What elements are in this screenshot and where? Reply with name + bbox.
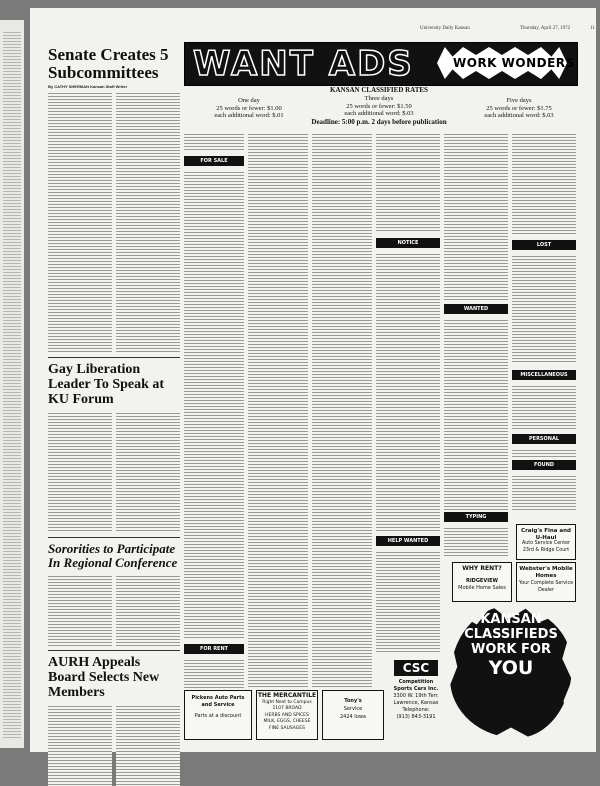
csc-logo: CSC [394,660,438,676]
section-for-sale: FOR SALE [184,156,244,166]
ads-column [184,132,244,742]
section-notice: NOTICE [376,238,440,248]
issue-date: Thursday, April 27, 1972 [520,26,571,31]
section-help-wanted: HELP WANTED [376,536,440,546]
pickens-ad: Pickens Auto Parts and Service Parts at a discount [184,690,252,740]
section-for-rent: FOR RENT [184,644,244,654]
ads-column [248,132,308,742]
section-personal: PERSONAL [512,434,576,444]
websters-ad: Webster's Mobile Homes Your Complete Service Dealer [516,562,576,602]
classified-rates [184,87,576,129]
story-byline: By CATHY SHERMAN Kansan Staff Writer [48,84,128,89]
story-headline: Senate Creates 5 Subcommittees [48,45,169,82]
running-head [180,26,595,36]
craigs-fina-ad: Craig's Fina and U-Haul Auto Service Center 23rd & Ridge Court [516,524,576,560]
story-headline: AURH Appeals Board Selects New Members [48,655,160,700]
story-body [48,574,180,646]
story-body [48,411,180,533]
story-headline: Gay Liberation Leader To Speak at KU Forum [48,362,165,407]
want-ads-tagline: WORK WONDERS [453,56,575,70]
want-ads-title: WANT ADS [193,44,414,84]
news-column [48,46,180,786]
section-lost: LOST [512,240,576,250]
ads-column [312,132,372,742]
section-typing: TYPING [444,512,508,522]
story-body [48,704,180,786]
want-ads-banner [184,42,578,86]
section-miscellaneous: MISCELLANEOUS [512,370,576,380]
classified-columns [184,132,576,742]
tonys-service-ad: Tony's Service 2424 Iowa [322,690,384,740]
mercantile-ad: THE MERCANTILE Right Next to Campus 1107 BROAD HERBS AND SPICES MILK, EGGS, CHEESE FINE SAUSAGES [256,690,318,740]
section-found: FOUND [512,460,576,470]
section-wanted: WANTED [444,304,508,314]
previous-page-edge [0,20,24,748]
rate-one-day: One day 25 words or fewer: $1.00 each additional word: $.01 [214,97,284,119]
paper-name: University Daily Kansan [420,26,470,31]
rate-three-days: Three days 25 words or fewer: $1.50 each additional word: $.03 [344,95,414,117]
rates-title: KANSAN CLASSIFIED RATES [330,86,428,94]
story-headline: Sororities to Participate In Regional Conference [48,541,178,570]
csc-ad: CSC Competition Sports Cars Inc. 3300 W. 19th Terr. Lawrence, Kansas Telephone: (913) 843-3191 [393,661,439,720]
page-number: 11 [590,26,595,31]
rate-five-days: Five days 25 words or fewer: $1.75 each additional word: $.03 [484,97,554,119]
ads-column [376,132,440,742]
kansan-classifieds-ad: KANSAN CLASSIFIEDS WORK FOR YOU [464,612,558,679]
story-body [48,91,180,353]
deadline: Deadline: 5:00 p.m. 2 days before publication [311,118,447,126]
ridgeview-ad: WHY RENT? RIDGEVIEW Mobile Home Sales [452,562,512,602]
